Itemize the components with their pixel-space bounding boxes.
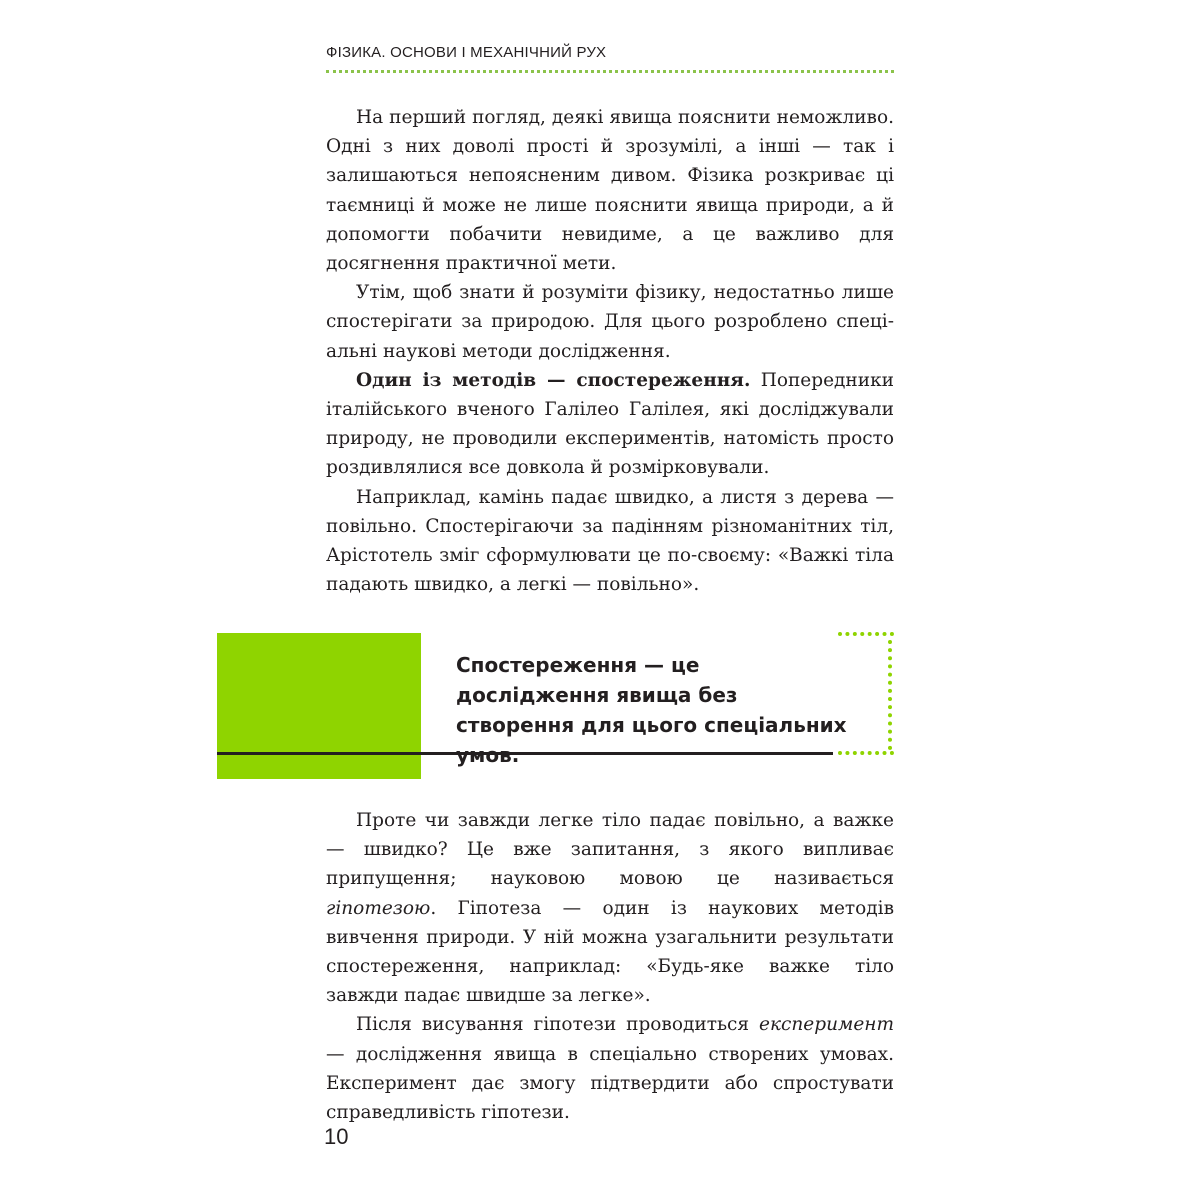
body-text-bottom xyxy=(326,806,894,1127)
paragraph-aristotle: Наприклад, камінь падає швидко, а листя з дерева — повільно. Спостерігаючи за падінням різноманітних тіл, Арістотель зміг сформулювати це по-своєму: «Важкі тіла падають швидко, а легкі — повільно». xyxy=(326,486,894,596)
definition-dotted-border-top xyxy=(838,632,894,636)
body-text-top xyxy=(326,103,894,599)
definition-green-block xyxy=(217,633,421,779)
definition-text: Спостереження — це дослідження явища без створення для цього спеціальних умов. xyxy=(456,653,847,767)
paragraph-hypothesis-italic: гіпотезою xyxy=(326,897,431,919)
paragraph-methods: Утім, щоб знати й розуміти фізику, недостатньо лише спостерігати за природою. Для цього розроблено спеціальні наукові методи дослідження. xyxy=(326,282,894,362)
paragraph-intro: На перший погляд, деякі явища пояснити неможливо. Одні з них доволі прості й зрозумілі, а інші — так і залишаються непоясненим дивом. Фізика розкриває ці таємниці й може не лише пояснити явища природи, а й допомогти побачити невидиме, а це важливо для досягнення практичної мети. xyxy=(326,107,894,275)
paragraph-observation-bold: Один із методів — спостереження. xyxy=(356,369,751,391)
paragraph-experiment-after: — дослідження явища в спеціально створених умовах. Експеримент дає змогу підтвердити або спростувати справедливість гіпотези. xyxy=(326,1043,894,1124)
paragraph-observation xyxy=(326,366,894,483)
paragraph-experiment-italic: експеримент xyxy=(759,1014,894,1036)
paragraph-hypothesis xyxy=(326,806,894,1010)
header-dotted-rule xyxy=(326,70,894,73)
paragraph-experiment-before: Після висування гіпотези проводиться xyxy=(356,1014,759,1036)
running-title: ФІЗИКА. ОСНОВИ І МЕХАНІЧНИЙ РУХ xyxy=(326,44,607,61)
definition-dotted-border-right xyxy=(888,640,892,750)
page-number: 10 xyxy=(324,1124,349,1149)
paragraph-observation-rest: Попередники італійського вченого Галілео Галілея, які досліджували природу, не проводили експериментів, натомість просто роздивлялися все довкола й розмірковували. xyxy=(326,369,894,479)
paragraph-hypothesis-before: Проте чи завжди легке тіло падає повільно, а важке — швидко? Це вже запитання, з якого випливає припущення; науковою мовою це називається xyxy=(326,810,894,890)
paragraph-experiment xyxy=(326,1010,894,1127)
paragraph-hypothesis-after: . Гіпотеза — один із наукових методів вивчення природи. У ній можна узагальнити результати спостереження, наприклад: «Будь-яке важке тіло завжди падає швидше за легке». xyxy=(326,897,894,1007)
